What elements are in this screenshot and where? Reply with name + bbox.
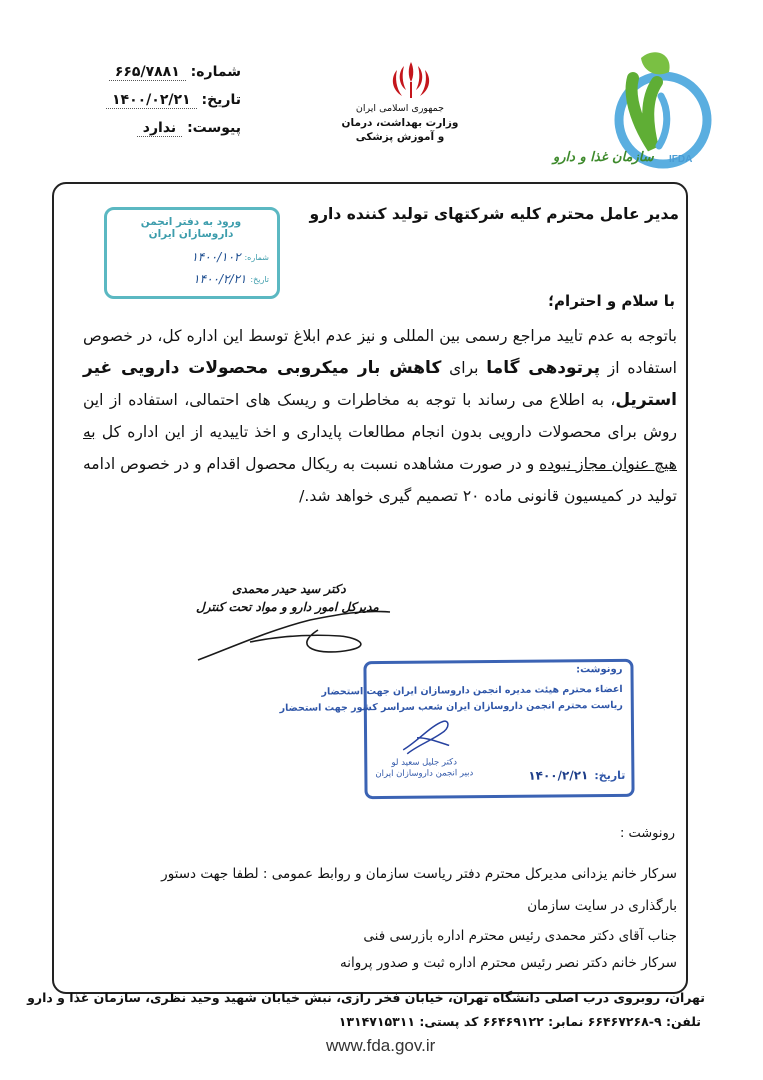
ifda-logo [545,38,720,173]
footer-address: تهران، روبروی درب اصلی دانشگاه تهران، خیابان فخر رازی، نبش خیابان شهید وحید نظری، سازمان غذا و دارو [27,990,705,1005]
letter-attachment-value: ندارد [137,120,182,137]
body-text-part: و در صورت مشاهده نسبت به ریکال محصول اقدام و در خصوص ادامه تولید در کمیسیون قانونی ماده ۲۰ تصمیم گیری خواهد شد./ [83,455,677,505]
body-bold-microbial: کاهش بار میکروبی محصولات دارویی غیر استریل [83,358,677,410]
entry-stamp-number [115,250,269,264]
iran-emblem-icon [386,58,436,102]
ministry-line: وزارت بهداشت، درمان [341,117,459,129]
referral-signature-icon [397,715,457,760]
letter-attachment-label: پیوست: [187,120,241,136]
letter-date [106,92,241,108]
entry-stamp-date-value: ۱۴۰۰/۲/۲۱ [193,272,247,286]
referral-signer-title: دبیر انجمن داروسازان ایران [375,768,474,780]
body-text-part: برای [441,359,487,377]
entry-stamp-date-label: تاریخ: [250,274,269,284]
signature-title: مدیرکل امور دارو و مواد تحت کنترل [196,600,379,614]
copy-line: جناب آقای دکتر محمدی رئیس محترم اداره بازرسی فنی [363,928,677,944]
referral-stamp-heading: رونوشت: [576,663,623,676]
referral-signer-name: دکتر جلیل سعید لو [391,757,458,768]
referral-stamp-date-value: ۱۴۰۰/۲/۲۱ [528,768,589,783]
letter-number-value: ۶۶۵/۷۸۸۱ [109,64,186,81]
ministry-line: جمهوری اسلامی ایران [355,103,445,114]
letter-body [83,320,677,512]
body-text-part: ، به اطلاع می رساند با توجه به مخاطرات و ریسک های احتمالی، استفاده از این روش برای محصولات دارویی بدون انجام مطالعات پایداری و اخذ تاییدیه از این اداره کل [83,391,677,441]
entry-stamp-number-label: شماره: [244,252,269,262]
letter-attachment [137,120,241,136]
copy-line: بارگذاری در سایت سازمان [527,898,677,914]
ministry-line: و آموزش پزشکی [355,131,445,143]
referral-stamp-line: ریاست محترم انجمن داروسازان ایران شعب سراسر کشور جهت استحضار [279,699,623,714]
referral-stamp-signer [375,757,473,780]
org-abbrev: IFDA [669,154,693,165]
copy-line: سرکار خانم یزدانی مدیرکل محترم دفتر ریاست سازمان و روابط عمومی : لطفا جهت دستور [161,866,677,882]
entry-stamp [104,207,280,299]
referral-stamp-line: اعضاء محترم هیئت مدیره انجمن داروسازان ایران جهت استحضار [321,683,623,698]
letter-number-label: شماره: [190,64,241,80]
org-name: سازمان غذا و دارو [553,150,654,165]
copy-line: سرکار خانم دکتر نصر رئیس محترم اداره ثبت و صدور پروانه [340,955,677,971]
signature-name: دکتر سید حیدر محمدی [232,582,346,596]
footer-phones: تلفن: ۹-۶۶۴۶۷۲۶۸ نمابر: ۶۶۴۶۹۱۲۲ کد پستی: ۱۳۱۴۷۱۵۳۱۱ [338,1014,701,1029]
body-text-part: باتوجه به عدم تایید مراجع رسمی بین المللی و نیز عدم ابلاغ توسط این اداره کل، در خصوص استفاده از [83,327,677,377]
entry-stamp-title: ورود به دفتر انجمن داروسازان ایران [140,216,242,240]
letter-date-label: تاریخ: [201,92,241,108]
entry-stamp-date [115,272,269,286]
ministry-name [330,102,470,144]
footer-website: www.fda.gov.ir [326,1036,436,1055]
addressee: مدیر عامل محترم کلیه شرکتهای تولید کننده دارو [309,205,679,223]
copies-heading: رونوشت : [619,826,675,841]
letter-date-value: ۱۴۰۰/۰۲/۲۱ [106,92,197,109]
body-bold-gamma: پرتودهی گاما [486,358,600,378]
referral-stamp-date-label: تاریخ: [594,768,626,782]
referral-stamp-date [528,768,625,783]
entry-stamp-number-value: ۱۴۰۰/۱۰۲ [191,250,241,264]
letter-number [109,64,241,80]
referral-stamp [279,659,634,799]
greeting: با سلام و احترام؛ [548,292,675,310]
body-underlined: به هیچ عنوان مجاز نبوده [83,423,677,473]
